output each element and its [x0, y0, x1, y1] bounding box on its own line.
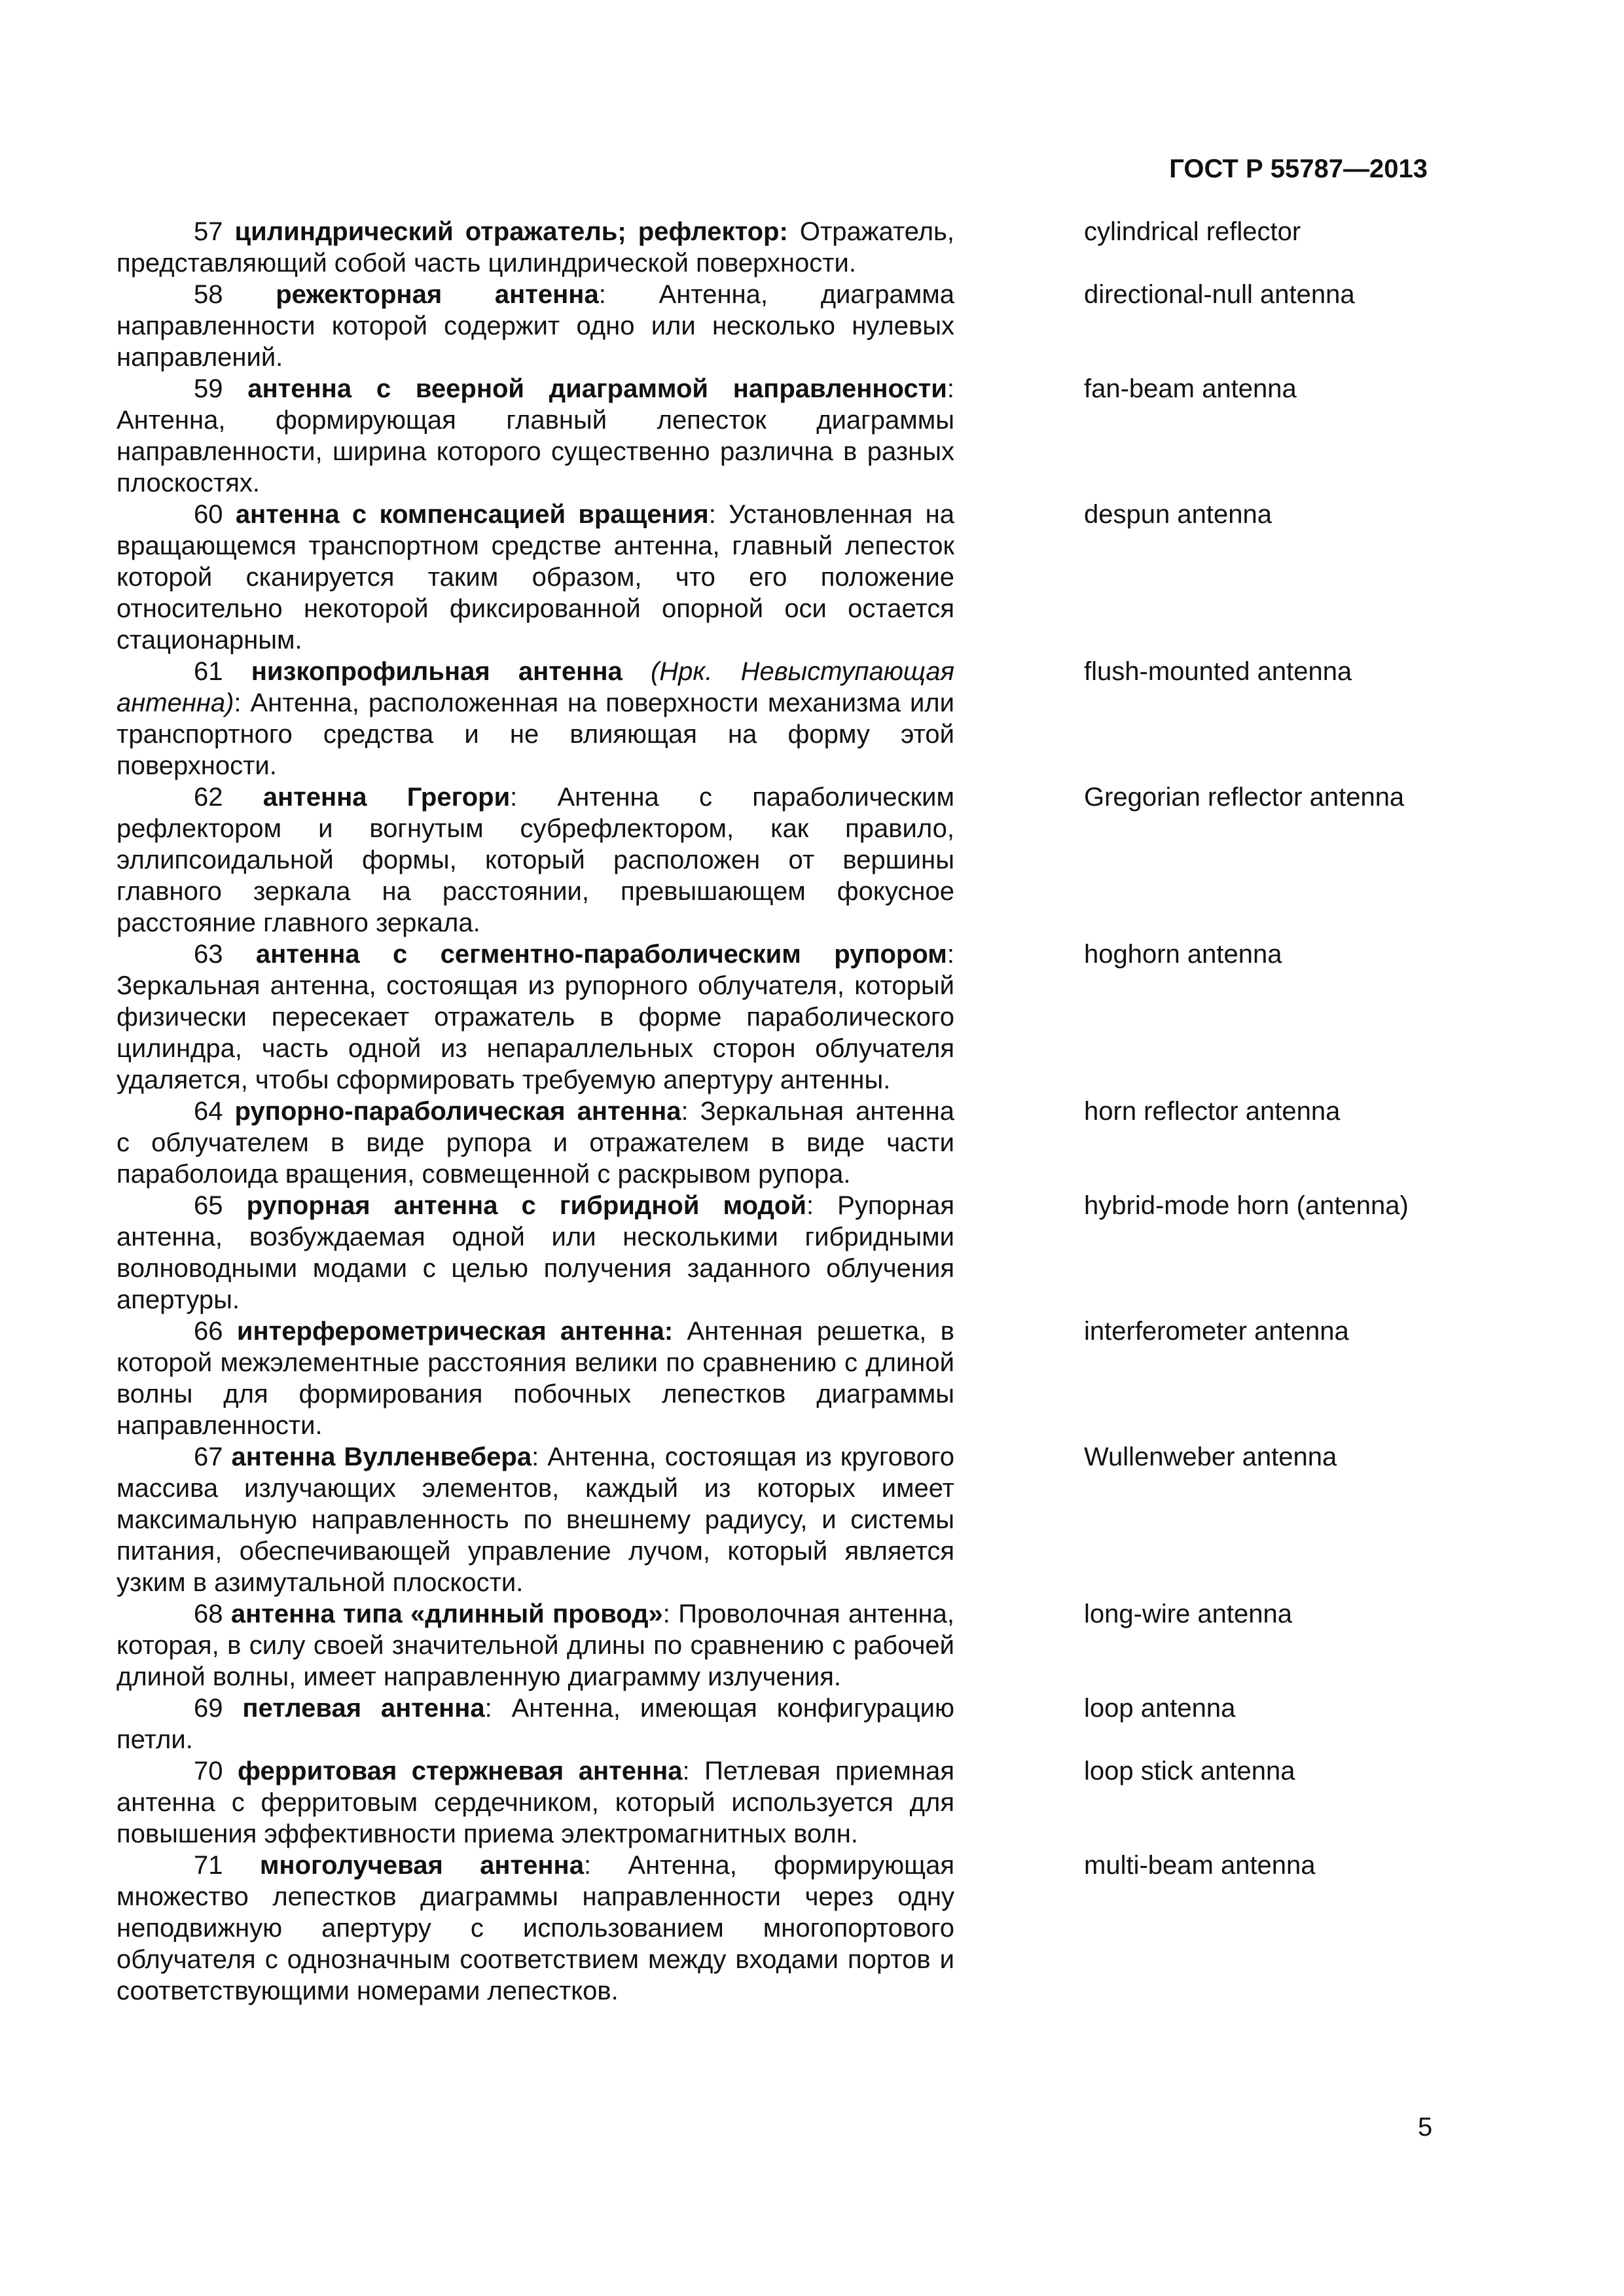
term-title: ферритовая стержневая антенна [238, 1757, 683, 1785]
term-entry [117, 1096, 1511, 1190]
term-title: интерферометрическая антенна: [236, 1317, 674, 1346]
term-separator: : [510, 783, 518, 812]
term-separator: : [598, 280, 606, 309]
term-entry [117, 1693, 1511, 1755]
term-english: cylindrical reflector [1084, 217, 1301, 246]
term-english: loop stick antenna [1084, 1757, 1295, 1785]
term-definition [117, 216, 954, 279]
term-definition [117, 373, 954, 499]
term-title: антенна Вулленвебера [231, 1443, 532, 1471]
term-entry [117, 1190, 1511, 1316]
term-number: 63 [194, 940, 223, 969]
term-number: 62 [194, 783, 223, 812]
term-english: horn reflector antenna [1084, 1097, 1341, 1126]
term-english: hybrid-mode horn (antenna) [1084, 1191, 1409, 1220]
term-text: Отражатель, представляющий собой часть цилиндрической поверхности. [117, 217, 954, 278]
term-definition [117, 1850, 954, 2007]
term-number: 60 [194, 500, 223, 529]
term-english: long-wire antenna [1084, 1600, 1292, 1628]
term-number: 58 [194, 280, 223, 309]
term-english: directional-null antenna [1084, 280, 1355, 309]
term-definition [117, 781, 954, 939]
term-note: (Нрк. Невыступающая антенна) [117, 657, 954, 717]
term-title: антенна с компенсацией вращения [235, 500, 709, 529]
term-definition [117, 499, 954, 656]
document-header: ГОСТ Р 55787—2013 [1169, 154, 1428, 183]
term-number: 70 [194, 1757, 223, 1785]
term-entry [117, 1755, 1511, 1850]
term-separator: : [484, 1694, 492, 1723]
term-definition [117, 1190, 954, 1316]
term-english: despun antenna [1084, 500, 1272, 529]
term-english: Wullenweber antenna [1084, 1443, 1337, 1471]
term-separator: : [682, 1757, 690, 1785]
term-separator: : [234, 689, 242, 717]
term-title: петлевая антенна [242, 1694, 485, 1723]
term-title: режекторная антенна [276, 280, 599, 309]
term-separator: : [806, 1191, 814, 1220]
term-entry [117, 279, 1511, 373]
term-text: Антенна, состоящая из кругового массива излучающих элементов, каждый из которых имеет максимальную направленность по внешнему радиусу, и системы питания, обеспечивающей управление лучом, который является узким в азимутальной плоскости. [117, 1443, 954, 1597]
term-english: hoghorn antenna [1084, 940, 1282, 969]
term-english: fan-beam antenna [1084, 374, 1297, 403]
term-definition [117, 1755, 954, 1850]
term-entry [117, 499, 1511, 656]
term-title: антенна типа «длинный провод» [230, 1600, 663, 1628]
term-english: flush-mounted antenna [1084, 657, 1352, 686]
term-text: Проволочная антенна, которая, в силу своей значительной длины по сравнению с рабочей длиной волны, имеет направленную диаграмму излучения. [117, 1600, 954, 1691]
term-text: Антенна, имеющая конфигурацию петли. [117, 1694, 954, 1754]
term-entry [117, 373, 1511, 499]
term-number: 71 [194, 1851, 223, 1880]
term-number: 66 [194, 1317, 223, 1346]
term-title: низкопрофильная антенна [251, 657, 623, 686]
term-number: 68 [194, 1600, 223, 1628]
term-separator: : [532, 1443, 539, 1471]
term-number: 59 [194, 374, 223, 403]
term-text: Антенна, расположенная на поверхности механизма или транспортного средства и не влияющая на форму этой поверхности. [117, 689, 954, 780]
term-text: Петлевая приемная антенна с ферритовым сердечником, который используется для повышения эффективности приема электромагнитных волн. [117, 1757, 955, 1848]
term-title: рупорно-параболическая антенна [234, 1097, 681, 1126]
term-title: цилиндрический отражатель; рефлектор: [234, 217, 788, 246]
term-text: Зеркальная антенна с облучателем в виде рупора и отражателем в виде части параболоида вращения, совмещенной с раскрывом рупора. [117, 1097, 954, 1189]
term-entry [117, 1598, 1511, 1693]
term-definition [117, 1598, 954, 1693]
term-text: Антенна, диаграмма направленности которой содержит одно или несколько нулевых направлений. [117, 280, 954, 372]
term-definition [117, 656, 954, 781]
term-definition [117, 279, 954, 373]
term-number: 67 [194, 1443, 223, 1471]
term-definition [117, 1693, 954, 1755]
term-english: multi-beam antenna [1084, 1851, 1316, 1880]
term-english: loop antenna [1084, 1694, 1236, 1723]
term-entry [117, 781, 1511, 939]
page-number: 5 [1418, 2113, 1433, 2142]
term-text: Установленная на вращающемся транспортном средстве антенна, главный лепесток которой сканируется таким образом, что его положение относительно некоторой фиксированной опорной оси остается стационарным. [117, 500, 954, 655]
term-number: 65 [194, 1191, 223, 1220]
term-title: многолучевая антенна [259, 1851, 584, 1880]
term-separator: : [681, 1097, 689, 1126]
term-number: 57 [194, 217, 223, 246]
term-entry [117, 1850, 1511, 2007]
term-title: рупорная антенна с гибридной модой [246, 1191, 806, 1220]
term-entry [117, 1441, 1511, 1598]
term-entry [117, 939, 1511, 1096]
terms-list [117, 216, 1511, 2007]
term-number: 64 [194, 1097, 223, 1126]
term-separator: : [662, 1600, 670, 1628]
term-text: Антенная решетка, в которой межэлементные расстояния велики по сравнению с длиной волны для формирования побочных лепестков диаграммы направленности. [117, 1317, 954, 1440]
term-separator: : [947, 374, 954, 403]
term-definition [117, 1441, 954, 1598]
term-number: 61 [194, 657, 223, 686]
term-definition [117, 939, 954, 1096]
term-title: антенна Грегори [262, 783, 511, 812]
term-text: Антенна, формирующая главный лепесток диаграммы направленности, ширина которого существенно различна в разных плоскостях. [117, 406, 954, 497]
term-english: interferometer antenna [1084, 1317, 1349, 1346]
term-title: антенна с сегментно-параболическим рупором [255, 940, 947, 969]
term-number: 69 [194, 1694, 223, 1723]
term-text: Антенна, формирующая множество лепестков диаграммы направленности через одну неподвижную апертуру с использованием многопортового облучателя с однозначным соответствием между входами портов и соответствующими номерами лепестков. [117, 1851, 954, 2005]
term-entry [117, 216, 1511, 279]
term-separator: : [583, 1851, 592, 1880]
term-separator: : [947, 940, 954, 969]
term-entry [117, 656, 1511, 781]
term-text: Зеркальная антенна, состоящая из рупорного облучателя, который физически пересекает отражатель в форме параболического цилиндра, часть одной из непараллельных сторон облучателя удаляется, чтобы сформировать требуемую апертуру антенны. [117, 971, 954, 1094]
term-text: Антенна с параболическим рефлектором и вогнутым субрефлектором, как правило, эллипсоидальной формы, который расположен от вершины главного зеркала на расстоянии, превышающем фокусное расстояние главного зеркала. [117, 783, 954, 937]
term-separator: : [708, 500, 716, 529]
term-definition [117, 1316, 954, 1441]
term-entry [117, 1316, 1511, 1441]
term-definition [117, 1096, 954, 1190]
term-text: Рупорная антенна, возбуждаемая одной или несколькими гибридными волноводными модами с целью получения заданного облучения апертуры. [117, 1191, 954, 1314]
term-english: Gregorian reflector antenna [1084, 783, 1405, 812]
term-title: антенна с веерной диаграммой направленности [247, 374, 947, 403]
